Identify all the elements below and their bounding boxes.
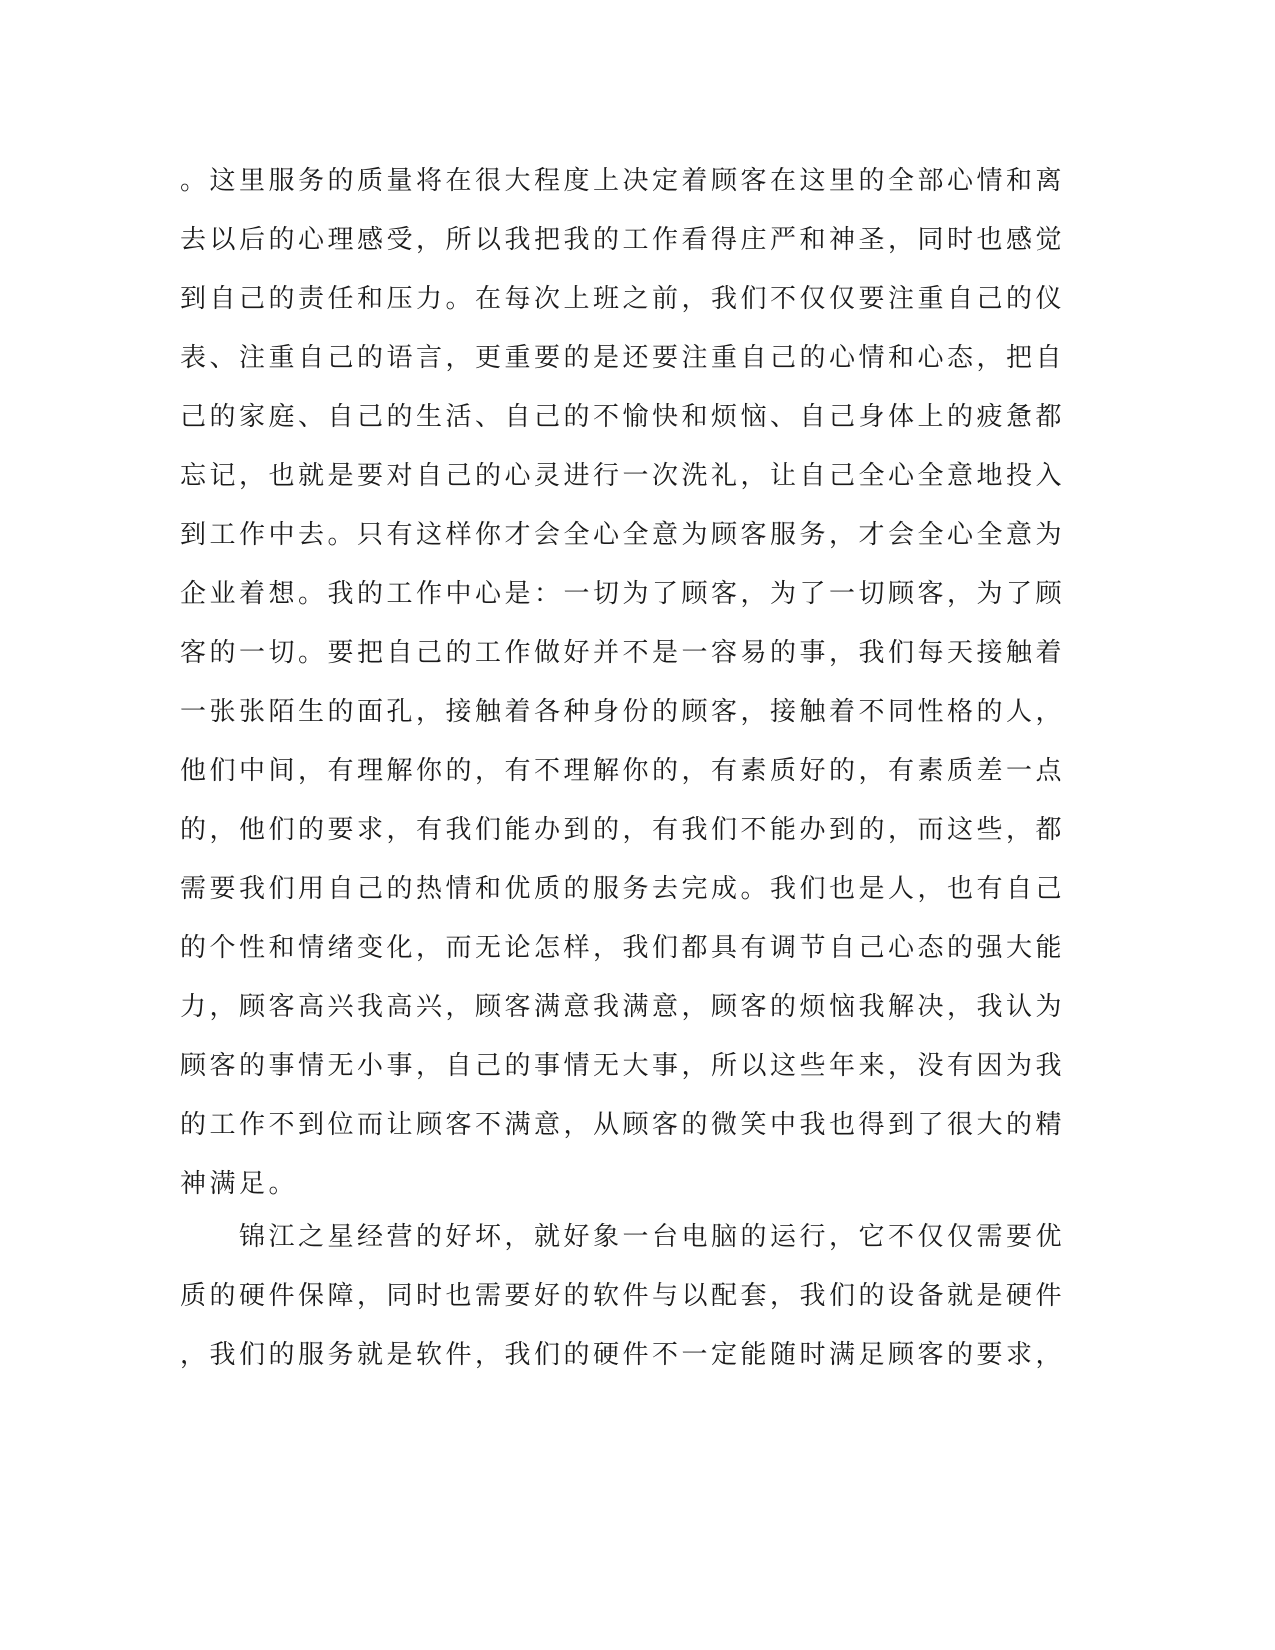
text-line: 到工作中去。只有这样你才会全心全意为顾客服务，才会全心全意为	[180, 520, 1066, 550]
text-line: 的，他们的要求，有我们能办到的，有我们不能办到的，而这些，都	[180, 815, 1066, 845]
text-line: 表、注重自己的语言，更重要的是还要注重自己的心情和心态，把自	[180, 343, 1066, 373]
text-line: 神满足。	[180, 1169, 299, 1199]
text-line: 力，顾客高兴我高兴，顾客满意我满意，顾客的烦恼我解决，我认为	[180, 992, 1066, 1022]
paragraph-2	[180, 1208, 1066, 1385]
text-line: 到自己的责任和压力。在每次上班之前，我们不仅仅要注重自己的仪	[180, 284, 1066, 314]
text-line: 。这里服务的质量将在很大程度上决定着顾客在这里的全部心情和离	[180, 166, 1066, 196]
text-line: ，我们的服务就是软件，我们的硬件不一定能随时满足顾客的要求，	[180, 1340, 1066, 1370]
text-line: 客的一切。要把自己的工作做好并不是一容易的事，我们每天接触着	[180, 638, 1066, 668]
text-line: 一张张陌生的面孔，接触着各种身份的顾客，接触着不同性格的人，	[180, 697, 1066, 727]
text-line: 己的家庭、自己的生活、自己的不愉快和烦恼、自己身体上的疲惫都	[180, 402, 1066, 432]
text-line: 忘记，也就是要对自己的心灵进行一次洗礼，让自己全心全意地投入	[180, 461, 1066, 491]
paragraph-1	[180, 152, 1066, 1214]
text-line: 的工作不到位而让顾客不满意，从顾客的微笑中我也得到了很大的精	[180, 1110, 1066, 1140]
text-line: 质的硬件保障，同时也需要好的软件与以配套，我们的设备就是硬件	[180, 1281, 1066, 1311]
text-line: 企业着想。我的工作中心是：一切为了顾客，为了一切顾客，为了顾	[180, 579, 1066, 609]
text-line: 去以后的心理感受，所以我把我的工作看得庄严和神圣，同时也感觉	[180, 225, 1066, 255]
text-line: 需要我们用自己的热情和优质的服务去完成。我们也是人，也有自己	[180, 874, 1066, 904]
text-line: 顾客的事情无小事，自己的事情无大事，所以这些年来，没有因为我	[180, 1051, 1066, 1081]
text-line: 他们中间，有理解你的，有不理解你的，有素质好的，有素质差一点	[180, 756, 1066, 786]
text-line: 锦江之星经营的好坏，就好象一台电脑的运行，它不仅仅需要优	[180, 1222, 1066, 1252]
text-line: 的个性和情绪变化，而无论怎样，我们都具有调节自己心态的强大能	[180, 933, 1066, 963]
